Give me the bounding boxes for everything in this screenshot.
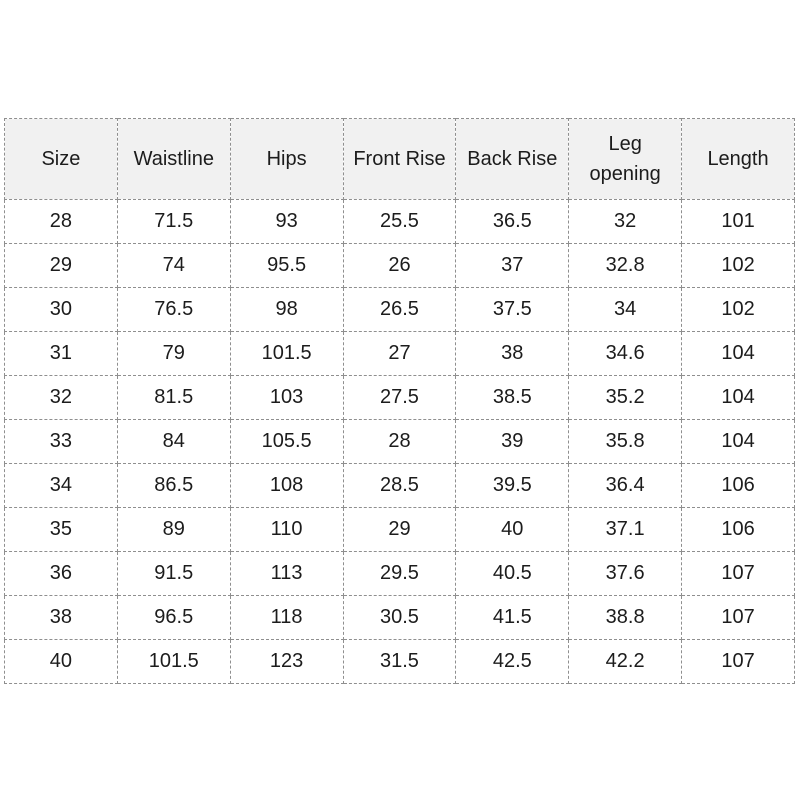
- size-chart-header: [5, 119, 795, 200]
- table-cell: 89: [117, 508, 230, 552]
- size-chart-container: [4, 118, 795, 684]
- table-cell: 37: [456, 244, 569, 288]
- table-cell: 30: [5, 288, 118, 332]
- size-chart-table: [4, 118, 795, 684]
- table-cell: 35.2: [569, 376, 682, 420]
- table-cell: 34: [5, 464, 118, 508]
- table-row: [5, 288, 795, 332]
- table-cell: 29: [343, 508, 456, 552]
- table-cell: 40: [5, 640, 118, 684]
- table-cell: 40.5: [456, 552, 569, 596]
- table-cell: 36: [5, 552, 118, 596]
- table-cell: 34: [569, 288, 682, 332]
- table-cell: 105.5: [230, 420, 343, 464]
- table-cell: 32: [5, 376, 118, 420]
- table-cell: 102: [682, 288, 795, 332]
- column-header-waistline: Waistline: [117, 119, 230, 200]
- table-cell: 91.5: [117, 552, 230, 596]
- table-cell: 118: [230, 596, 343, 640]
- table-row: [5, 552, 795, 596]
- column-header-leg-opening: Leg opening: [569, 119, 682, 200]
- table-cell: 26.5: [343, 288, 456, 332]
- table-cell: 28: [5, 200, 118, 244]
- table-cell: 31.5: [343, 640, 456, 684]
- table-cell: 39.5: [456, 464, 569, 508]
- table-cell: 106: [682, 508, 795, 552]
- column-header-length: Length: [682, 119, 795, 200]
- column-header-size: Size: [5, 119, 118, 200]
- table-cell: 41.5: [456, 596, 569, 640]
- table-cell: 123: [230, 640, 343, 684]
- column-header-hips: Hips: [230, 119, 343, 200]
- table-cell: 107: [682, 596, 795, 640]
- table-cell: 37.5: [456, 288, 569, 332]
- table-row: [5, 420, 795, 464]
- table-cell: 42.2: [569, 640, 682, 684]
- table-cell: 29: [5, 244, 118, 288]
- table-cell: 33: [5, 420, 118, 464]
- table-cell: 107: [682, 640, 795, 684]
- table-cell: 93: [230, 200, 343, 244]
- table-cell: 86.5: [117, 464, 230, 508]
- table-cell: 29.5: [343, 552, 456, 596]
- table-cell: 95.5: [230, 244, 343, 288]
- table-cell: 84: [117, 420, 230, 464]
- table-row: [5, 200, 795, 244]
- table-cell: 98: [230, 288, 343, 332]
- table-cell: 31: [5, 332, 118, 376]
- table-cell: 36.4: [569, 464, 682, 508]
- size-chart-body: [5, 200, 795, 684]
- table-cell: 30.5: [343, 596, 456, 640]
- table-cell: 28: [343, 420, 456, 464]
- table-cell: 36.5: [456, 200, 569, 244]
- table-cell: 102: [682, 244, 795, 288]
- table-cell: 104: [682, 376, 795, 420]
- table-cell: 38: [456, 332, 569, 376]
- table-cell: 27.5: [343, 376, 456, 420]
- table-cell: 27: [343, 332, 456, 376]
- table-cell: 103: [230, 376, 343, 420]
- table-cell: 38.5: [456, 376, 569, 420]
- table-cell: 38.8: [569, 596, 682, 640]
- table-cell: 101.5: [230, 332, 343, 376]
- table-cell: 39: [456, 420, 569, 464]
- table-row: [5, 244, 795, 288]
- table-cell: 107: [682, 552, 795, 596]
- table-cell: 32: [569, 200, 682, 244]
- table-cell: 110: [230, 508, 343, 552]
- table-cell: 38: [5, 596, 118, 640]
- table-row: [5, 508, 795, 552]
- table-cell: 25.5: [343, 200, 456, 244]
- column-header-front-rise: Front Rise: [343, 119, 456, 200]
- table-row: [5, 464, 795, 508]
- table-cell: 96.5: [117, 596, 230, 640]
- table-row: [5, 332, 795, 376]
- table-cell: 42.5: [456, 640, 569, 684]
- table-row: [5, 640, 795, 684]
- header-row: [5, 119, 795, 200]
- table-cell: 79: [117, 332, 230, 376]
- table-row: [5, 596, 795, 640]
- table-cell: 104: [682, 420, 795, 464]
- table-cell: 101.5: [117, 640, 230, 684]
- table-row: [5, 376, 795, 420]
- table-cell: 26: [343, 244, 456, 288]
- table-cell: 37.1: [569, 508, 682, 552]
- column-header-back-rise: Back Rise: [456, 119, 569, 200]
- table-cell: 108: [230, 464, 343, 508]
- table-cell: 28.5: [343, 464, 456, 508]
- table-cell: 106: [682, 464, 795, 508]
- table-cell: 35.8: [569, 420, 682, 464]
- table-cell: 113: [230, 552, 343, 596]
- table-cell: 76.5: [117, 288, 230, 332]
- table-cell: 40: [456, 508, 569, 552]
- table-cell: 35: [5, 508, 118, 552]
- table-cell: 32.8: [569, 244, 682, 288]
- table-cell: 104: [682, 332, 795, 376]
- table-cell: 71.5: [117, 200, 230, 244]
- table-cell: 101: [682, 200, 795, 244]
- table-cell: 34.6: [569, 332, 682, 376]
- table-cell: 74: [117, 244, 230, 288]
- table-cell: 37.6: [569, 552, 682, 596]
- table-cell: 81.5: [117, 376, 230, 420]
